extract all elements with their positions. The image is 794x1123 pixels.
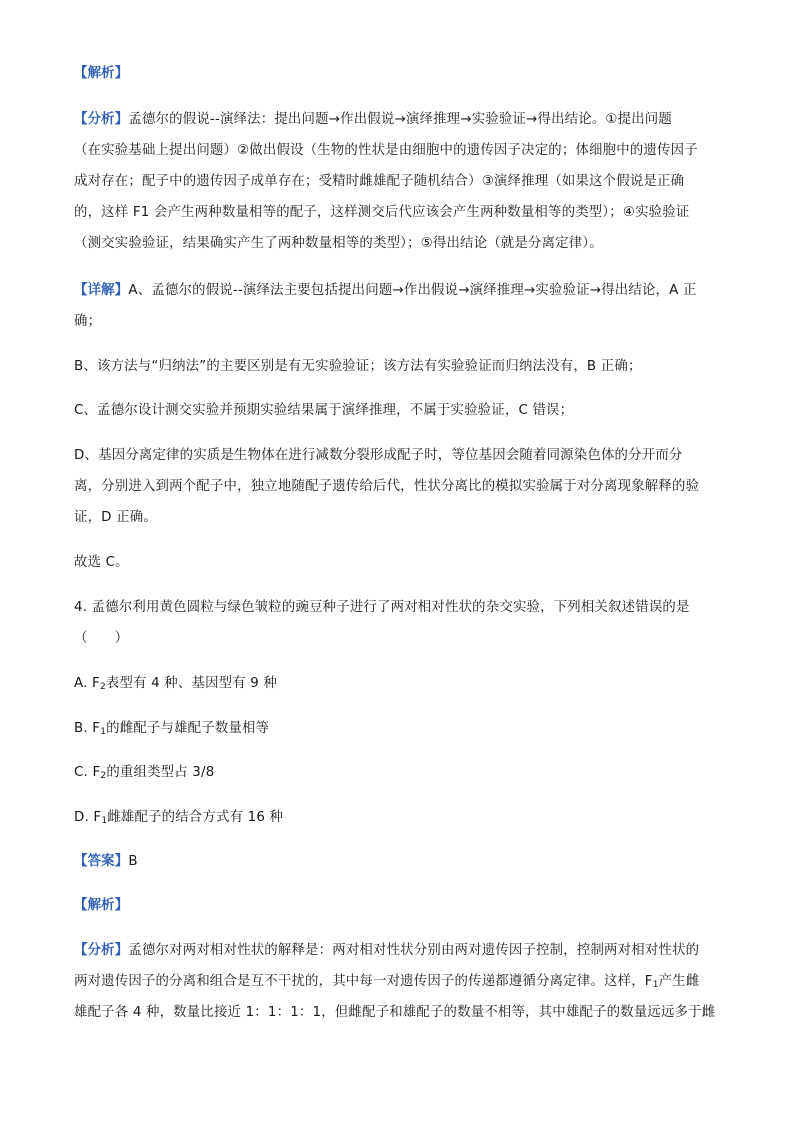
jiexi-label: 【解析】 (74, 66, 129, 81)
xiangjie-b (74, 351, 720, 382)
answer-value: B (128, 854, 138, 869)
question-stem-line: 4. 孟德尔利用黄色圆粒与绿色皱粒的豌豆种子进行了两对相对性状的杂交实验，下列相关叙述错误的是 (74, 600, 690, 615)
fenxi-label: 【分析】 (74, 943, 129, 958)
option-c: C. F2的重组类型占 3/8 (74, 765, 215, 781)
conclusion-text: 故选 C。 (74, 555, 129, 570)
xiangjie-a-text: A、孟德尔的假说--演绎法主要包括提出问题→作出假说→演绎推理→实验验证→得出结论，A 正 (128, 283, 697, 298)
xiangjie-label: 【详解】 (74, 283, 129, 298)
answer-label: 【答案】 (74, 854, 129, 869)
option-d: D. F1雌雄配子的结合方式有 16 种 (74, 810, 284, 826)
fenxi-text-line: （测交实验验证，结果确实产生了两种数量相等的类型）；⑤得出结论（就是分离定律）。 (74, 236, 603, 251)
xiangjie-c-text: C、孟德尔设计测交实验并预期实验结果属于演绎推理，不属于实验验证，C 错误； (74, 403, 574, 418)
option-a: A. F2表型有 4 种、基因型有 9 种 (74, 676, 278, 692)
fenxi-text-line: （在实验基础上提出问题）②做出假设（生物的性状是由细胞中的遗传因子决定的；体细胞中的遗传因子 (74, 143, 698, 158)
xiangjie-d-text: D、基因分离定律的实质是生物体在进行减数分裂形成配子时，等位基因会随着同源染色体的分开而分 (74, 448, 683, 463)
xiangjie-a-text: 确； (74, 314, 102, 329)
conclusion (74, 547, 720, 578)
fenxi-text-line: 孟德尔的假说--演绎法：提出问题→作出假说→演绎推理→实验验证→得出结论。①提出问题 (128, 112, 672, 127)
question-stem-line: （ ） (74, 631, 129, 646)
xiangjie-c (74, 395, 720, 426)
xiangjie-paragraph (74, 275, 720, 337)
fenxi-paragraph-1 (74, 104, 720, 259)
fenxi-text-line: 雄配子各 4 种，数量比接近 1：1：1：1，但雌配子和雄配子的数量不相等，其中雄配子的数量远远多于雌 (74, 1005, 716, 1020)
analysis-section-2 (74, 890, 720, 921)
jiexi-label: 【解析】 (74, 898, 129, 913)
fenxi-text-line: 孟德尔对两对相对性状的解释是：两对相对性状分别由两对遗传因子控制，控制两对相对性状的 (128, 943, 700, 958)
fenxi-text-line: 两对遗传因子的分离和组合是互不干扰的，其中每一对遗传因子的传递都遵循分离定律。这样，F (74, 974, 653, 989)
analysis-section-1 (74, 58, 720, 89)
fenxi-text-line: 的，这样 F1 会产生两种数量相等的配子，这样测交后代应该会产生两种数量相等的类型）；④实验验证 (74, 205, 690, 220)
answer (74, 846, 720, 877)
xiangjie-b-text: B、该方法与“归纳法”的主要区别是有无实验验证；该方法有实验验证而归纳法没有，B 正确； (74, 359, 642, 374)
question-4-stem (74, 592, 720, 654)
xiangjie-d-text: 离，分别进入到两个配子中，独立地随配子遗传给后代，性状分离比的模拟实验属于对分离现象解释的验 (74, 479, 700, 494)
xiangjie-d (74, 440, 720, 533)
fenxi-paragraph-2: 【分析】孟德尔对两对相对性状的解释是：两对相对性状分别由两对遗传因子控制，控制两对相对性状的 两对遗传因子的分离和组合是互不干扰的，其中每一对遗传因子的传递都遵循分离定律。这样，F1产生雌 雄配子各 4 种，数量比接近 1：1：1：1，但雌配子和雄配子的数量不相等，其中雄配子的数量远远多于雌 (74, 935, 720, 1028)
fenxi-label: 【分析】 (74, 112, 129, 127)
jiexi-heading (74, 58, 720, 89)
fenxi-text-line: 成对存在；配子中的遗传因子成单存在；受精时雌雄配子随机结合）③演绎推理（如果这个假说是正确 (74, 174, 685, 189)
option-b: B. F1的雌配子与雄配子数量相等 (74, 721, 270, 737)
xiangjie-d-text: 证，D 正确。 (74, 510, 157, 525)
